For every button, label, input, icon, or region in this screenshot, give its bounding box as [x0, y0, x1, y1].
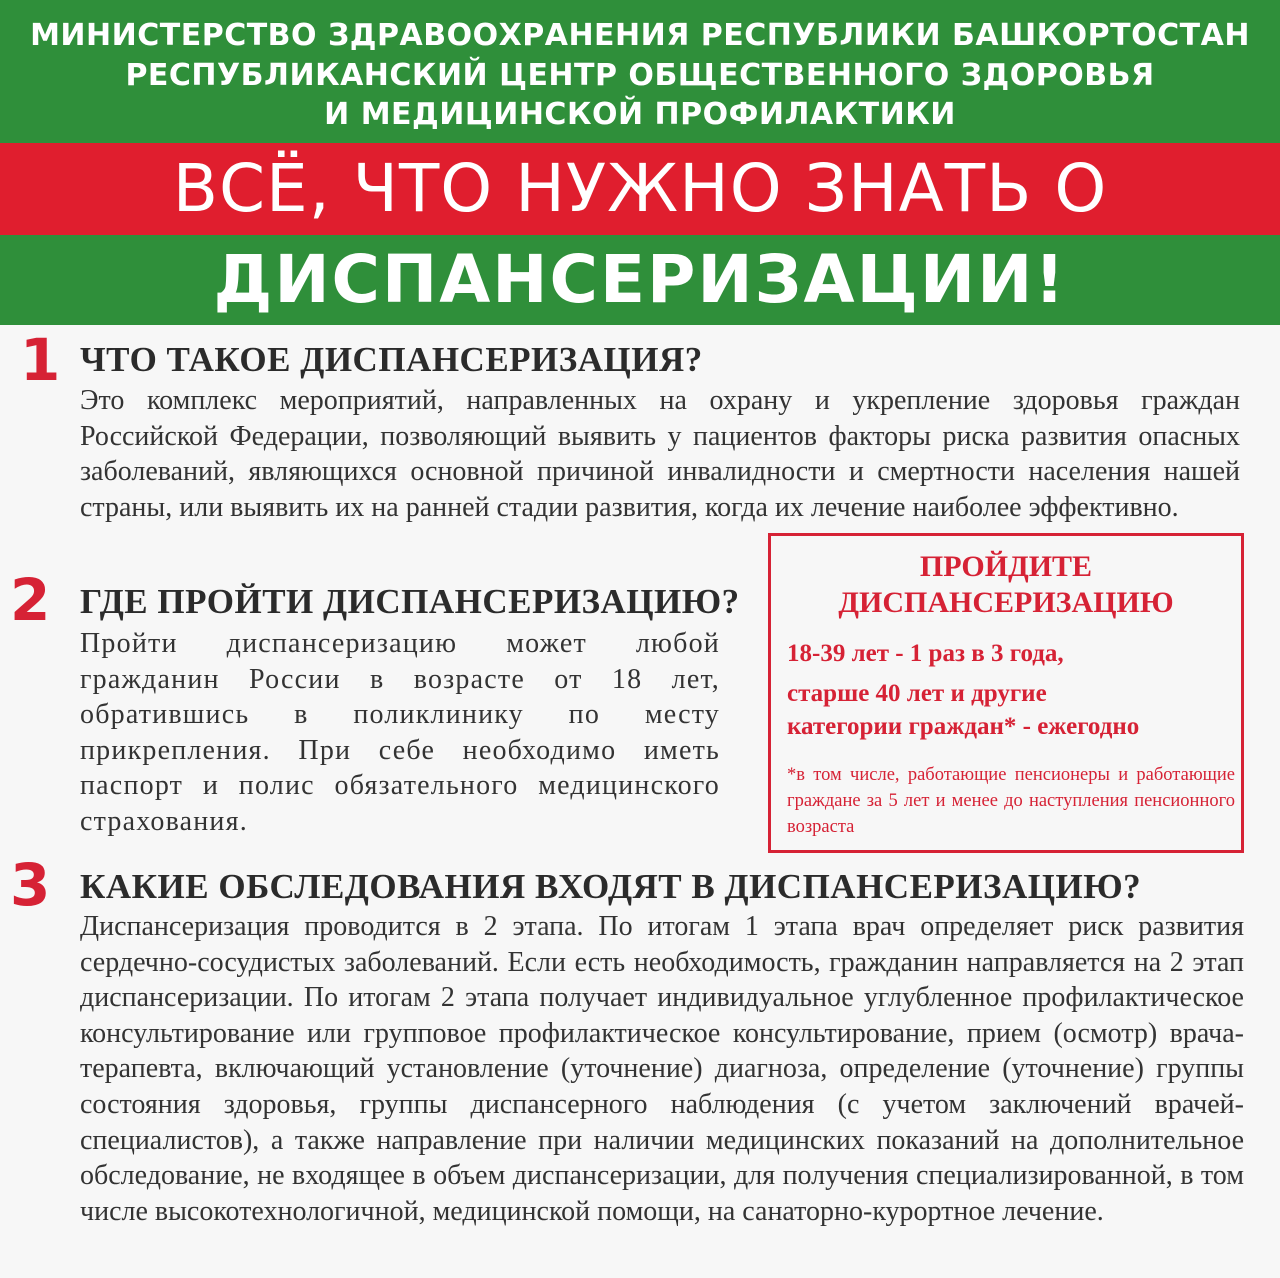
age-18-39-schedule: 18-39 лет - 1 раз в 3 года, [787, 640, 1064, 667]
age-schedule-box [768, 533, 1244, 853]
section-2-title: ГДЕ ПРОЙТИ ДИСПАНСЕРИЗАЦИЮ? [80, 582, 740, 621]
section-3-text: Диспансеризация проводится в 2 этапа. По итогам 1 этапа врач определяет риск развития сердечно-сосудистых заболеваний. Если есть необходимость, гражданин направляется на 2 этап диспансеризации. По итогам 2 этапа получает индивидуальное углубленное профилактическое консультирование или групповое профилактическое консультирование, прием (осмотр) врача-терапевта, включающий установление (уточнение) диагноза, определение (уточнение) группы состояния здоровья, группы диспансерного наблюдения (с учетом заключений врачей-специалистов), а также направление при наличии медицинских показаний на дополнительное обследование, не входящее в объем диспансеризации, для получения специализированной, в том числе высокотехнологичной, медицинской помощи, на санаторно-курортное лечение. [80, 911, 1244, 1227]
box-title-line1: ПРОЙДИТЕ [919, 550, 1093, 583]
center-name: РЕСПУБЛИКАНСКИЙ ЦЕНТР ОБЩЕСТВЕННОГО ЗДОРОВЬЯ [125, 58, 1155, 93]
section-2-number: 2 [10, 566, 51, 634]
section-2-text: Пройти диспансеризацию может любой гражданин России в возрасте от 18 лет, обратившись в поликлинику по месту прикрепления. При себе необходимо иметь паспорт и полис обязательного медицинского страхования. [80, 628, 720, 837]
headline-band-red [0, 143, 1280, 235]
section-1-title: ЧТО ТАКОЕ ДИСПАНСЕРИЗАЦИЯ? [80, 340, 703, 379]
other-categories-schedule: категории граждан* - ежегодно [787, 713, 1140, 740]
section-3-title: КАКИЕ ОБСЛЕДОВАНИЯ ВХОДЯТ В ДИСПАНСЕРИЗАЦИЮ? [80, 867, 1142, 906]
header-band [0, 0, 1280, 143]
headline-part2: ДИСПАНСЕРИЗАЦИИ! [213, 241, 1067, 318]
section-1-text: Это комплекс мероприятий, направленных на охрану и укрепление здоровья граждан Российской Федерации, позволяющий выявить у пациентов факторы риска развития опасных заболеваний, являющихся основной причиной инвалидности и смертности населения нашей страны, или выявить их на ранней стадии развития, когда их лечение наиболее эффективно. [80, 385, 1240, 523]
section-1-number: 1 [20, 326, 61, 394]
box-footnote: *в том числе, работающие пенсионеры и работающие граждане за 5 лет и менее до наступления пенсионного возраста [787, 765, 1235, 837]
headline-part1: ВСЁ, ЧТО НУЖНО ЗНАТЬ О [172, 150, 1108, 227]
ministry-name: МИНИСТЕРСТВО ЗДРАВООХРАНЕНИЯ РЕСПУБЛИКИ БАШКОРТОСТАН [30, 18, 1250, 53]
center-name-continued: И МЕДИЦИНСКОЙ ПРОФИЛАКТИКИ [324, 97, 956, 132]
age-40-plus-schedule: старше 40 лет и другие [787, 680, 1047, 707]
box-title-line2: ДИСПАНСЕРИЗАЦИЮ [838, 586, 1174, 619]
section-3-number: 3 [10, 851, 51, 919]
headline-band-green [0, 235, 1280, 325]
